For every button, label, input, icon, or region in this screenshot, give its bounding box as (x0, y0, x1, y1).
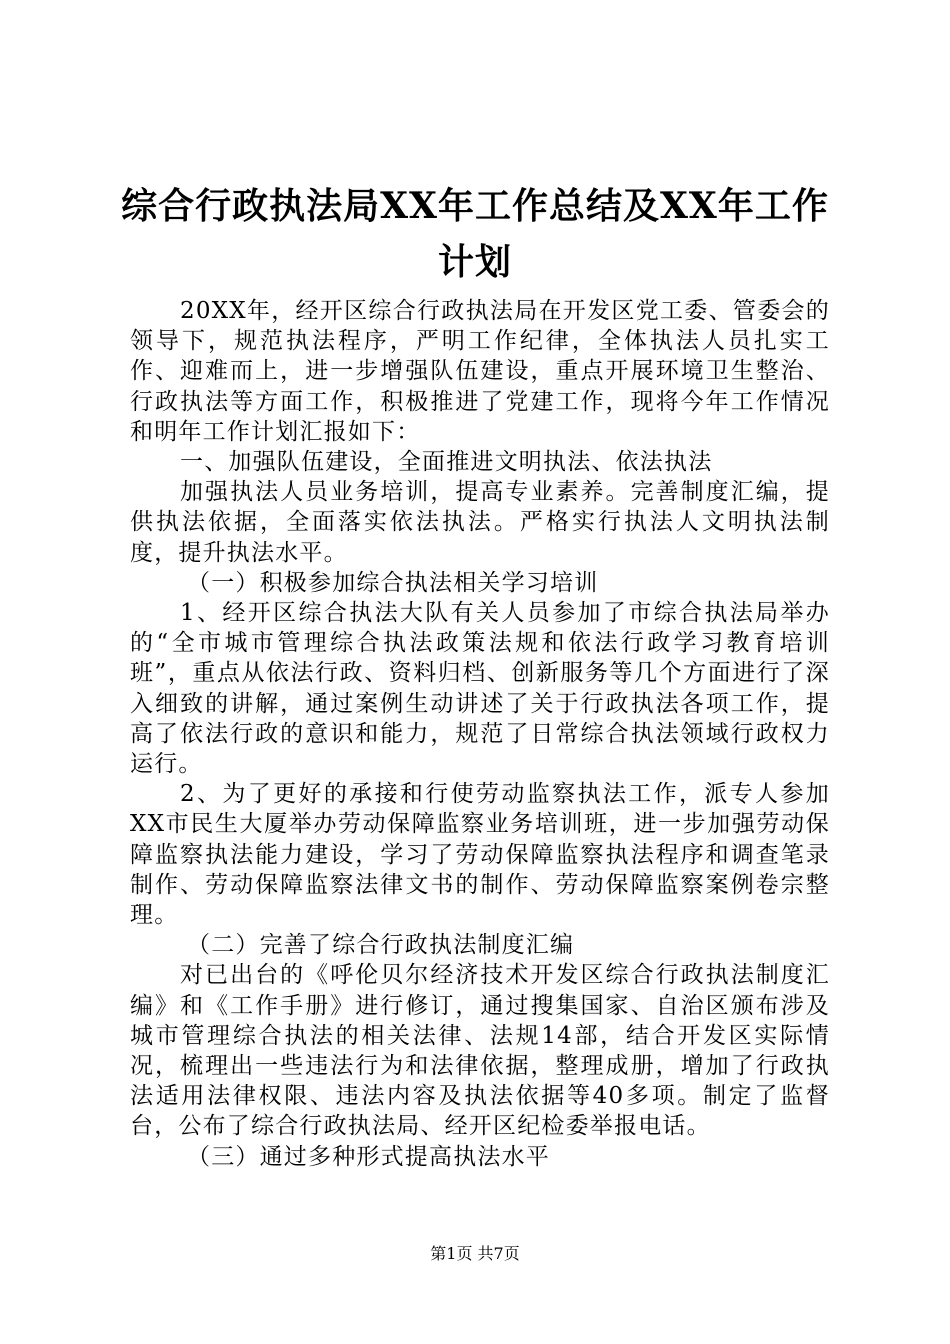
subsection-heading-3: （三）通过多种形式提高执法水平 (187, 1143, 550, 1170)
document-title: 综合行政执法局XX年工作总结及XX年工作计划 (121, 185, 829, 283)
section-heading-1: 一、加强队伍建设，全面推进文明执法、依法执法 (180, 449, 713, 476)
paragraph-intro: 20XX年，经开区综合行政执法局在开发区党工委、管委会的领导下，规范执法程序，严明工作纪律，全体执法人员扎实工作、迎难而上，进一步增强队伍建设，重点开展环境卫生整治、行政执法等方面工作，积极推进了党建工作，现将今年工作情况和明年工作计划汇报如下： (130, 298, 830, 445)
paragraph-regulations: 对已出台的《呼伦贝尔经济技术开发区综合行政执法制度汇编》和《工作手册》进行修订，通过搜集国家、自治区颁布涉及城市管理综合执法的相关法律、法规14部，结合开发区实际情况，梳理出一些违法行为和法律依据，整理成册，增加了行政执法适用法律权限、违法内容及执法依据等40多项。制定了监督台，公布了综合行政执法局、经开区纪检委举报电话。 (130, 962, 830, 1140)
paragraph-section-1-summary: 加强执法人员业务培训，提高专业素养。完善制度汇编，提供执法依据，全面落实依法执法。严格实行执法人文明执法制度，提升执法水平。 (130, 479, 830, 566)
paragraph-item-1: 1、经开区综合执法大队有关人员参加了市综合执法局举办的“全市城市管理综合执法政策法规和依法行政学习教育培训班”，重点从依法行政、资料归档、创新服务等几个方面进行了深入细致的讲解，通过案例生动讲述了关于行政执法各项工作，提高了依法行政的意识和能力，规范了日常综合执法领域行政权力运行。 (130, 600, 830, 778)
subsection-heading-1: （一）积极参加综合执法相关学习培训 (187, 569, 599, 596)
page-footer: 第1页 共7页 (430, 1244, 520, 1263)
document-body (130, 296, 830, 1172)
subsection-heading-2: （二）完善了综合行政执法制度汇编 (187, 932, 575, 959)
paragraph-item-2: 2、为了更好的承接和行使劳动监察执法工作，派专人参加XX市民生大厦举办劳动保障监察业务培训班，进一步加强劳动保障监察执法能力建设，学习了劳动保障监察执法程序和调查笔录制作、劳动保障监察法律文书的制作、劳动保障监察案例卷宗整理。 (130, 781, 830, 929)
